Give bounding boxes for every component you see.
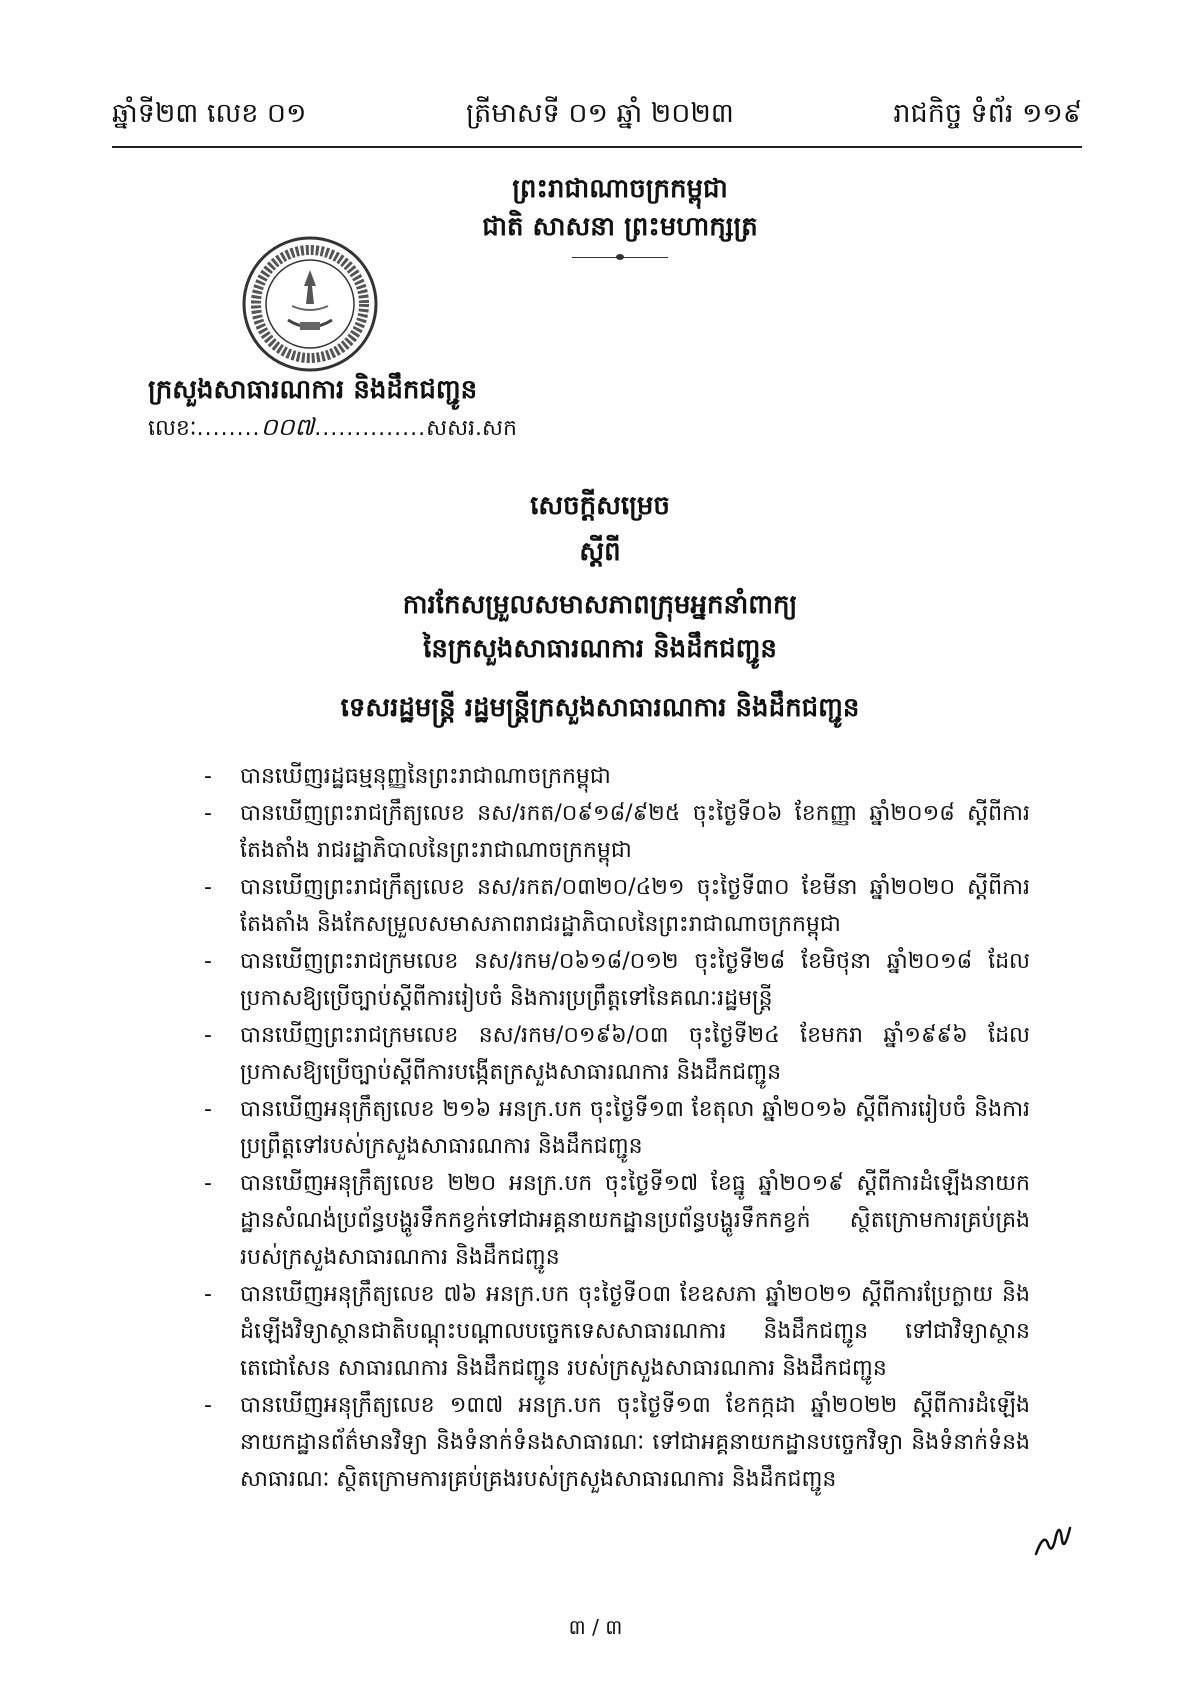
list-item <box>200 1165 1030 1276</box>
decision-title-block <box>200 484 1000 732</box>
running-header <box>112 96 1082 136</box>
decision-heading: សេចក្តីសម្រេច <box>530 491 670 521</box>
clause-text: បានឃើញព្រះរាជក្រមលេខ នស/រកម/០១៩៦/០៣ ចុះថ្ងៃទី២៤ ខែមករា ឆ្នាំ១៩៩៦ ដែលប្រកាសឱ្យប្រើច្បាប់ស្តីពីការបង្កើតក្រសួងសាធារណការ និងដឹកជញ្ជូន <box>240 1023 1030 1085</box>
clause-dash: - <box>204 1171 212 1196</box>
list-item <box>200 943 1030 1017</box>
ministry-block <box>148 370 517 446</box>
kingdom-name: ព្រះរាជាណាចក្រកម្ពុជា <box>512 174 728 204</box>
list-item <box>200 1091 1030 1165</box>
clause-dash: - <box>204 875 212 900</box>
about-heading: ស្តីពី <box>579 537 621 567</box>
reference-suffix: សសរ.សក <box>426 416 517 441</box>
clause-dash: - <box>204 1097 212 1122</box>
clause-dash: - <box>204 1393 212 1418</box>
clause-dash: - <box>204 1282 212 1307</box>
subject-line-2: នៃក្រសួងសាធារណការ និងដឹកជញ្ជូន <box>423 634 777 664</box>
page-number: ៣ / ៣ <box>568 1615 623 1639</box>
authority-heading: ទេសរដ្ឋមន្ត្រី រដ្ឋមន្ត្រីក្រសួងសាធារណការ និងដឹកជញ្ជូន <box>340 693 860 723</box>
list-item <box>200 758 1030 795</box>
header-quarter: ត្រីមាសទី ០១ ឆ្នាំ ២០២៣ <box>466 97 734 129</box>
ornament-divider <box>572 254 668 260</box>
reference-dots: .............. <box>314 416 427 441</box>
reference-prefix: លេខៈ <box>148 416 197 441</box>
list-item <box>200 795 1030 869</box>
list-item <box>200 1276 1030 1387</box>
list-item <box>200 869 1030 943</box>
clause-dash: - <box>204 801 212 826</box>
clause-text: បានឃើញព្រះរាជក្រឹត្យលេខ នស/រកត/០៣២០/៤២១ ចុះថ្ងៃទី៣០ ខែមីនា ឆ្នាំ២០២០ ស្តីពីការតែងតាំង និងកែសម្រួលសមាសភាពរាជរដ្ឋាភិបាលនៃព្រះរាជាណាចក្រកម្ពុជា <box>240 875 1030 937</box>
clause-text: បានឃើញព្រះរាជក្រឹត្យលេខ នស/រកត/០៩១៨/៩២៥ ចុះថ្ងៃទី០៦ ខែកញ្ញា ឆ្នាំ២០១៨ ស្តីពីការតែងតាំង រាជរដ្ឋាភិបាលនៃព្រះរាជាណាចក្រកម្ពុជា <box>240 801 1030 863</box>
list-item <box>200 1017 1030 1091</box>
header-issue: ឆ្នាំទី២៣ លេខ ០១ <box>112 97 307 129</box>
reference-dots: ........ <box>196 416 261 441</box>
list-item <box>200 1387 1030 1498</box>
header-rule <box>112 146 1082 148</box>
ministry-seal-icon <box>240 234 380 374</box>
clause-text: បានឃើញរដ្ឋធម្មនុញ្ញនៃព្រះរាជាណាចក្រកម្ពុជា <box>240 764 611 789</box>
clause-list <box>200 758 1030 1498</box>
clause-dash: - <box>204 764 212 789</box>
ministry-name: ក្រសួងសាធារណការ និងដឹកជញ្ជូន <box>148 375 478 405</box>
subject-line-1: ការកែសម្រួលសមាសភាពក្រុមអ្នកនាំពាក្យ <box>402 590 798 620</box>
reference-number: ០០៧ <box>260 413 315 441</box>
kingdom-motto: ជាតិ សាសនា ព្រះមហាក្សត្រ <box>482 212 758 242</box>
clause-dash: - <box>204 1023 212 1048</box>
reference-line <box>148 410 517 446</box>
clause-text: បានឃើញអនុក្រឹត្យលេខ ១៣៧ អនក្រ.បក ចុះថ្ងៃទី១៣ ខែកក្កដា ឆ្នាំ២០២២ ស្តីពីការដំឡើងនាយកដ្ឋានព័ត៌មានវិទ្យា និងទំនាក់ទំនងសាធារណៈ ទៅជាអគ្គនាយកដ្ឋានបច្ចេកវិទ្យា និងទំនាក់ទំនងសាធារណៈ ស្ថិតក្រោមការគ្រប់គ្រងរបស់ក្រសួងសាធារណការ និងដឹកជញ្ជូន <box>240 1393 1030 1492</box>
signature-icon <box>1030 1514 1078 1562</box>
clause-text: បានឃើញអនុក្រឹត្យលេខ ២១៦ អនក្រ.បក ចុះថ្ងៃទី១៣ ខែតុលា ឆ្នាំ២០១៦ ស្តីពីការរៀបចំ និងការប្រព្រឹត្តទៅរបស់ក្រសួងសាធារណការ និងដឹកជញ្ជូន <box>240 1097 1030 1159</box>
header-page: រាជកិច្ច ទំព័រ ១១៩ <box>893 97 1082 129</box>
clause-dash: - <box>204 949 212 974</box>
clause-text: បានឃើញអនុក្រឹត្យលេខ ២២០ អនក្រ.បក ចុះថ្ងៃទី១៧ ខែធ្នូ ឆ្នាំ២០១៩ ស្តីពីការដំឡើងនាយកដ្ឋានសំណង់ប្រព័ន្ធបង្ហូរទឹកកខ្វក់ទៅជាអគ្គនាយកដ្ឋានប្រព័ន្ធបង្ហូរទឹកកខ្វក់ ស្ថិតក្រោមការគ្រប់គ្រងរបស់ក្រសួងសាធារណការ និងដឹកជញ្ជូន <box>240 1171 1030 1270</box>
clause-text: បានឃើញអនុក្រឹត្យលេខ ៧៦ អនក្រ.បក ចុះថ្ងៃទី០៣ ខែឧសភា ឆ្នាំ២០២១ ស្តីពីការប្រែក្លាយ និងដំឡើងវិទ្យាស្ថានជាតិបណ្តុះបណ្តាលបច្ចេកទេសសាធារណការ និងដឹកជញ្ជូន ទៅជាវិទ្យាស្ថានតេជោសែន សាធារណការ និងដឹកជញ្ជូន របស់ក្រសួងសាធារណការ និងដឹកជញ្ជូន <box>240 1282 1030 1381</box>
clause-text: បានឃើញព្រះរាជក្រមលេខ នស/រកម/០៦១៨/០១២ ចុះថ្ងៃទី២៨ ខែមិថុនា ឆ្នាំ២០១៨ ដែលប្រកាសឱ្យប្រើច្បាប់ស្តីពីការរៀបចំ និងការប្រព្រឹត្តទៅនៃគណៈរដ្ឋមន្ត្រី <box>240 949 1030 1011</box>
kingdom-heading <box>330 170 910 260</box>
